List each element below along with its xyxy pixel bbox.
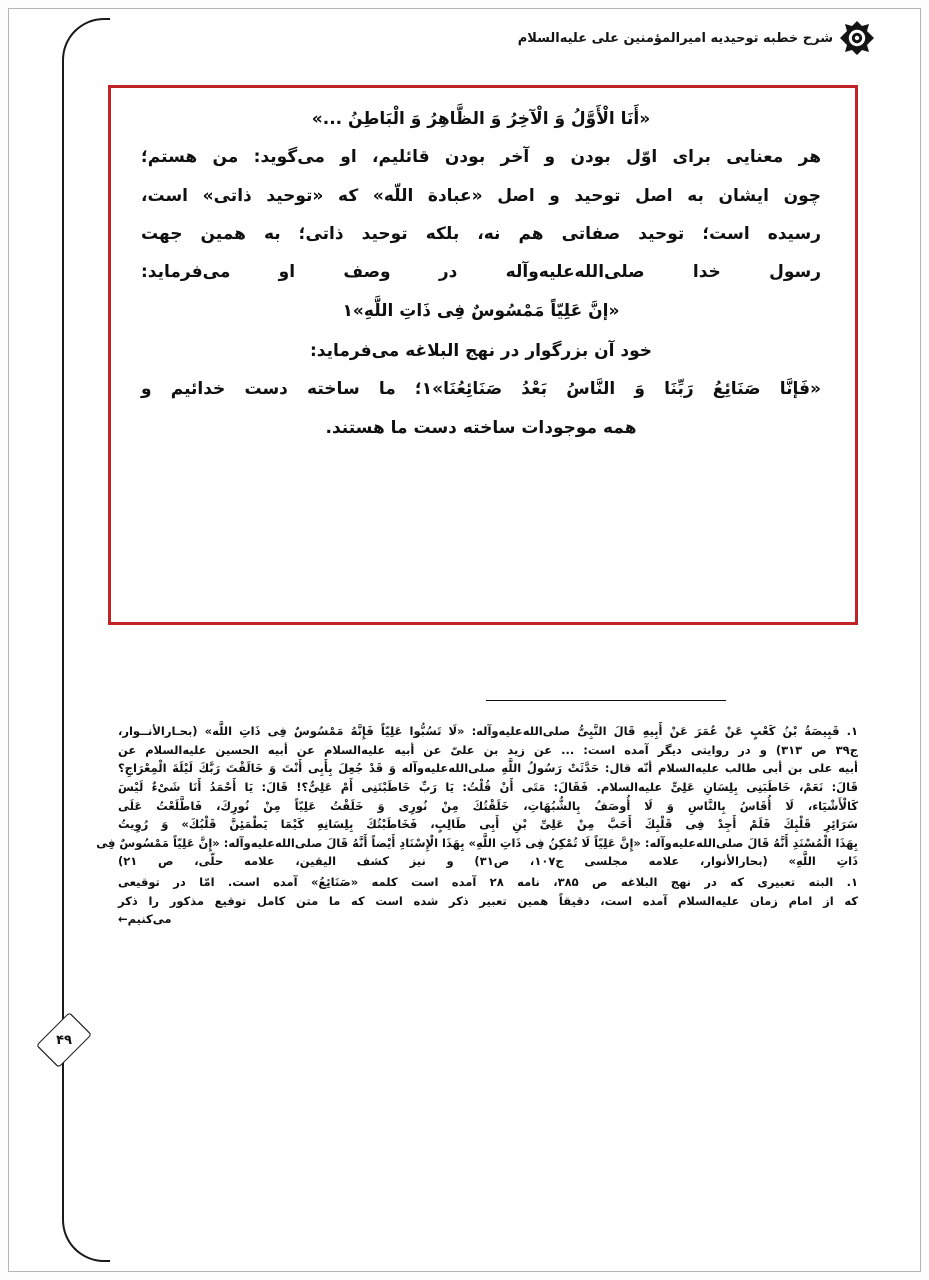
body-line: «إنَّ عَلِيّاً مَمْسُوسٌ فِی ذَاتِ اللَّهِ»۱ — [342, 300, 620, 321]
body-line: چون ایشان به اصل توحید و اصل «عبادة اللّه» که «توحید ذاتی» است، — [141, 185, 821, 206]
footnote-line: می‌کنیم← — [118, 912, 172, 927]
footnote-line: سَرَائِرِ قَلْبِكَ فَلَمْ أَجِدْ فِی قَلْبِكَ أَحَبَّ مِنْ عَلِیِّ بْنِ أَبِی طَالِبٍ، فَخَاطَبْتُكَ بِلِسَانِهِ كَيْمَا يَطْمَئِنَّ قَلْبُكَ» وَ رُوِيتُ — [118, 817, 858, 832]
body-line: رسیده است؛ توحید صفاتی هم نه، بلکه توحید ذاتی؛ به همین جهت — [141, 224, 821, 245]
footnotes-section — [96, 722, 859, 931]
body-line: هر معنایی برای اوّل بودن و آخر بودن قائلیم، او می‌گوید: من هستم؛ — [141, 147, 821, 168]
highlighted-text-block — [108, 85, 858, 625]
footnote-line: ۱. البته تعبیری که در نهج البلاغه ص ۳۸۵، نامه ۲۸ آمده است کلمه «صَنَائِعُ» آمده است. امّا در توقیعی — [118, 875, 859, 889]
footnote-line: أبیه علی بن أبی طالب علیه‌السلام أنّه قال: حَدَّثَتْ رَسُولُ اللَّهِ صلی‌الله‌علیه‌وآله وَ قَدْ جُعِلَ بِأَبِی أَنْتَ وَ خَالَقْتَ رَبَّكَ لَيْلَةَ الْمِعْرَاجِ؟ — [118, 761, 858, 776]
footnote-line: که از امام زمان علیه‌السلام آمده است، دقیقاً همین تعبیر ذکر شده است که ما متن کامل توقیع مذکور را ذکر — [118, 893, 858, 908]
page-header — [170, 18, 889, 58]
footnote-line: بِهَذَا الْمُسْنَدِ أَنَّهُ قَالَ صلی‌الله‌علیه‌وآله: «إِنَّ عَلِيّاً لَا تُمْكِنُ فِی ذَاتِ اللَّهِ» بِهَذَا الْإِسْنَادِ أَيْضاً أَنَّهُ قَالَ صلی‌الله‌علیه‌وآله: «إِنَّ عَلِيّاً مَمْسُوسٌ فِی — [96, 835, 858, 850]
header-title: شرح خطبه توحيديه اميرالمؤمنين على عليه‌السلام — [517, 30, 833, 46]
footnote-line: ج۳۹ ص ۳۱۳) و در روایتی دیگر آمده است: ... عن زید بن علیّ عن أبیه علیه‌السلام عن أبیه الحسین علیه‌السلام عن — [118, 742, 858, 757]
body-line: خود آن بزرگوار در نهج البلاغه می‌فرماید: — [309, 341, 653, 362]
footnote-line: كَالْأَشْيَاء، لَا أُقَاسُ بِالنَّاسِ وَ لَا أُوصَفُ بِالشُّبُهَاتِ، خَلَقْتُكَ مِنْ نُورِی وَ خَلَقْتُ عَلِيّاً مِنْ نُورِكَ، فَاطَّلَعْتُ عَلَى — [118, 798, 858, 813]
footnote-line: ذَاتِ اللَّهِ» (بحارالأنوار، علامه مجلسی ج۱۰۷، ص۳۱) و نیز کشف اليقين، علامه حلّی، ص ۲۱) — [118, 854, 859, 869]
footnote-line: قَالَ: نَعَمْ، خَاطَبَنِی بِلِسَانِ عَلِیٍّ علیه‌السلام. فَقَالَ: مَتَى أَنْ قُلْتُ: يَا رَبِّ خَاطَبْتَنِی أَمْ عَلِیٌّ؟! قَالَ: يَا أَحْمَدُ أَنَا شَیْءٌ لَيْسَ — [118, 779, 858, 794]
footnote-entry — [118, 873, 858, 929]
footnote-separator — [486, 700, 726, 701]
footnote-line: ۱. قَبِيصَةُ بْنُ كَعْبٍ عَنْ عُمَرَ عَنْ أَبِيهِ قَالَ النَّبِیُّ صلی‌الله‌علیه‌وآله: «لَا تَسُبُّوا عَلِيّاً فَإِنَّهُ مَمْسُوسٌ فِی ذَاتِ اللَّه» (بحـارالأنــوار، — [118, 724, 858, 738]
page-number-value: ۴۹ — [56, 1032, 72, 1048]
body-line: همه موجودات ساخته دست ما هستند. — [325, 417, 637, 438]
floral-medallion-icon — [839, 20, 875, 56]
body-line: «أَنَا الْأَوَّلُ وَ الْآخِرُ وَ الظَّاهِرُ وَ الْبَاطِنُ ...» — [311, 109, 651, 129]
footnote-entry — [96, 722, 859, 871]
body-line: رسول خدا صلی‌الله‌علیه‌وآله در وصف او می‌فرماید: — [141, 262, 821, 283]
page-number-badge — [44, 1006, 84, 1074]
body-line: «فَإنَّا صَنَائِعُ رَبِّنَا وَ النَّاسُ بَعْدُ صَنَائِعُنَا»۱؛ ما ساخته دست خدائیم و — [141, 379, 821, 400]
